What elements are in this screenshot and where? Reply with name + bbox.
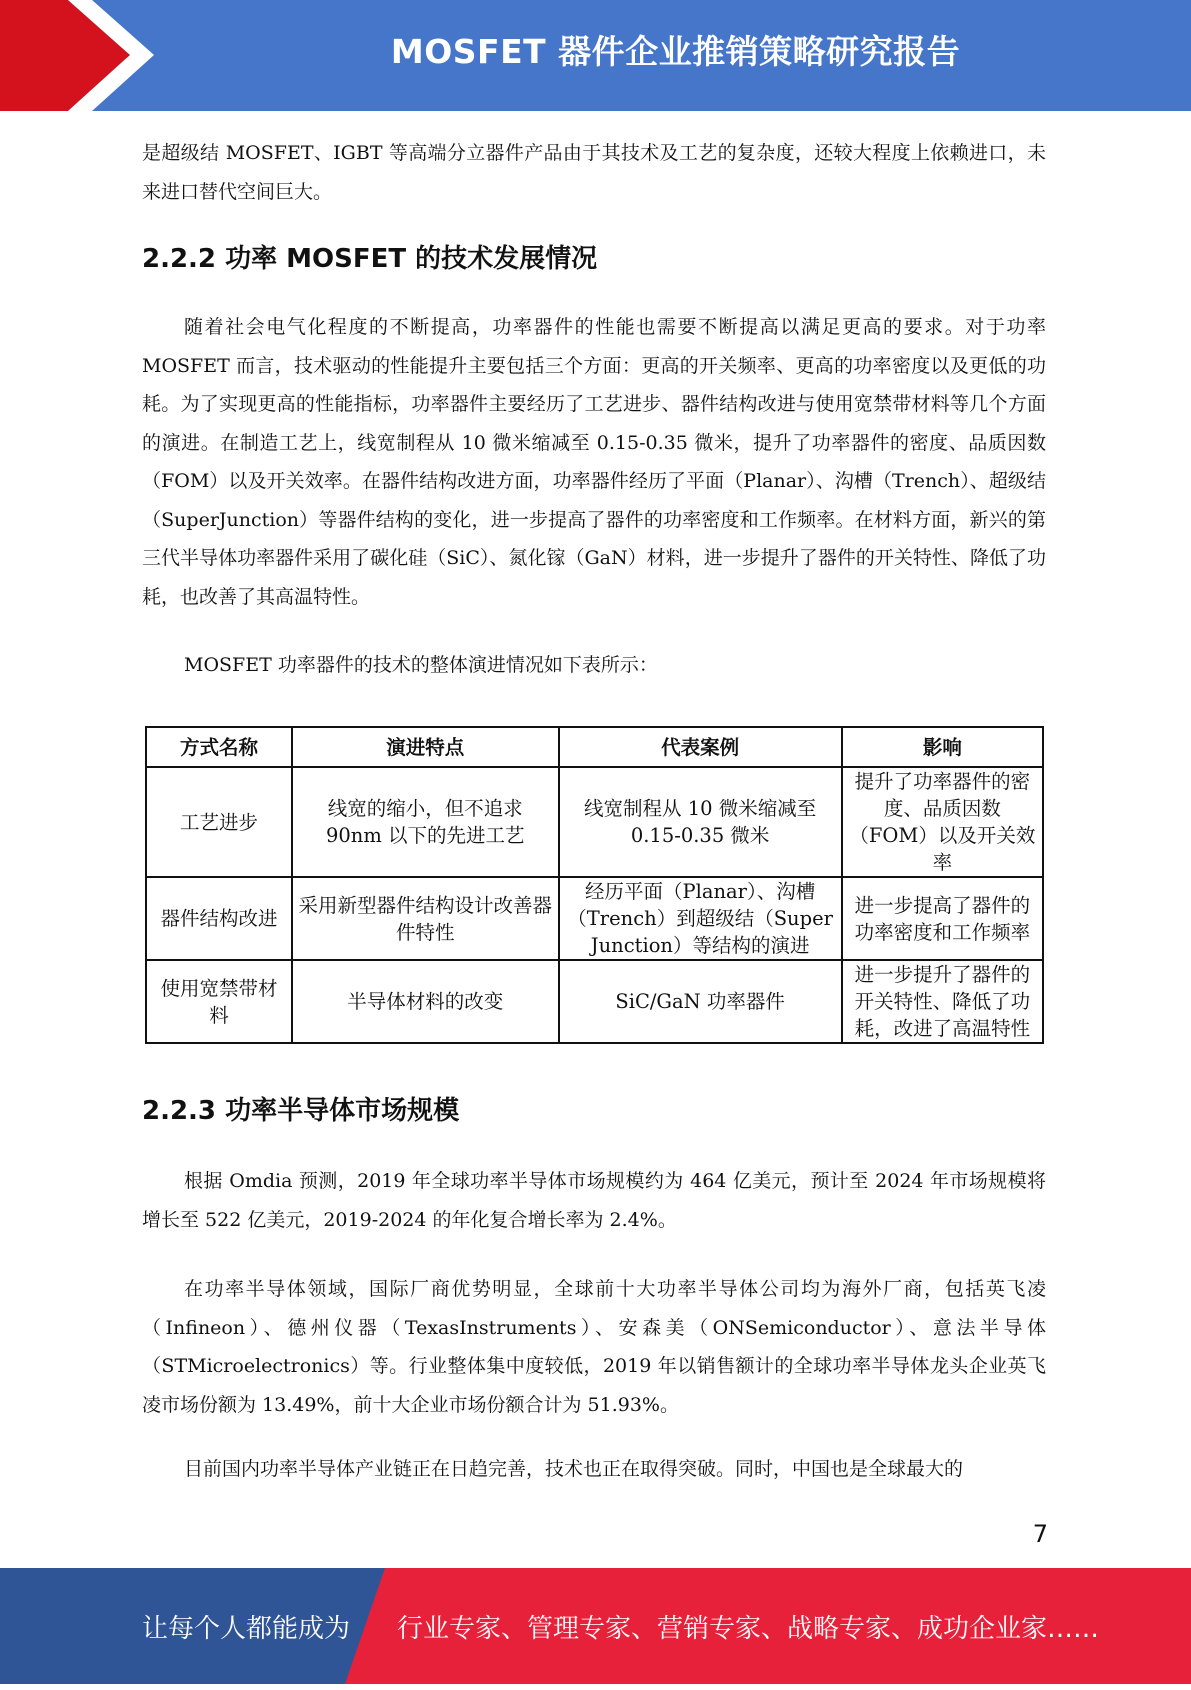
table-cell: 线宽的缩小，但不追求 90nm 以下的先进工艺 xyxy=(292,767,559,877)
footer-slogan-left: 让每个人都能成为 xyxy=(142,1614,351,1644)
header-title: MOSFET 器件企业推销策略研究报告 xyxy=(390,32,961,71)
technology-evolution-table xyxy=(145,726,1044,1044)
paragraph-market-players: 在功率半导体领域，国际厂商优势明显，全球前十大功率半导体公司均为海外厂商，包括英飞凌（Infineon）、德州仪器（TexasInstruments）、安森美（ONSemiconductor）、意法半导体（STMicroelectronics）等。行业整体集中度较低，2019 年以销售额计的全球功率半导体龙头企业英飞凌市场份额为 13.49%，前十大企业市场份额合计为 51.93%。 xyxy=(142,1278,1046,1416)
table-row xyxy=(146,960,1043,1043)
table-header: 代表案例 xyxy=(559,727,842,767)
table-cell: 线宽制程从 10 微米缩减至 0.15-0.35 微米 xyxy=(559,767,842,877)
section-heading-2-2-2: 2.2.2 功率 MOSFET 的技术发展情况 xyxy=(142,244,598,274)
red-chevron-decoration xyxy=(0,0,160,111)
table-cell: 经历平面（Planar）、沟槽（Trench）到超级结（Super Junction）等结构的演进 xyxy=(559,877,842,960)
paragraph-intro: 是超级结 MOSFET、IGBT 等高端分立器件产品由于其技术及工艺的复杂度，还较大程度上依赖进口，未来进口替代空间巨大。 xyxy=(142,142,1046,203)
table-header: 影响 xyxy=(842,727,1043,767)
table-cell: 器件结构改进 xyxy=(146,877,292,960)
table-cell: 使用宽禁带材料 xyxy=(146,960,292,1043)
page-number: 7 xyxy=(1032,1520,1048,1548)
table-row xyxy=(146,877,1043,960)
paragraph-tech-development: 随着社会电气化程度的不断提高，功率器件的性能也需要不断提高以满足更高的要求。对于功率 MOSFET 而言，技术驱动的性能提升主要包括三个方面：更高的开关频率、更高的功率密度以及更低的功耗。为了实现更高的性能指标，功率器件主要经历了工艺进步、器件结构改进与使用宽禁带材料等几个方面的演进。在制造工艺上，线宽制程从 10 微米缩减至 0.15-0.35 微米，提升了功率器件的密度、品质因数（FOM）以及开关效率。在器件结构改进方面，功率器件经历了平面（Planar）、沟槽（Trench）、超级结（SuperJunction）等器件结构的变化，进一步提高了器件的功率密度和工作频率。在材料方面，新兴的第三代半导体功率器件采用了碳化硅（SiC）、氮化镓（GaN）材料，进一步提升了器件的开关特性、降低了功耗，也改善了其高温特性。 xyxy=(142,316,1046,608)
table-row xyxy=(146,767,1043,877)
table-header: 方式名称 xyxy=(146,727,292,767)
table-cell: 进一步提升了器件的开关特性、降低了功耗，改进了高温特性 xyxy=(842,960,1043,1043)
table-cell: 提升了功率器件的密度、品质因数（FOM）以及开关效率 xyxy=(842,767,1043,877)
table-cell: SiC/GaN 功率器件 xyxy=(559,960,842,1043)
footer-slogan-right: 行业专家、管理专家、营销专家、战略专家、成功企业家…… xyxy=(397,1614,1100,1644)
page-footer xyxy=(0,1568,1191,1684)
paragraph-market-forecast: 根据 Omdia 预测，2019 年全球功率半导体市场规模约为 464 亿美元，预计至 2024 年市场规模将增长至 522 亿美元，2019-2024 的年化复合增长率为 2.4%。 xyxy=(142,1170,1046,1231)
table-header: 演进特点 xyxy=(292,727,559,767)
table-cell: 工艺进步 xyxy=(146,767,292,877)
table-cell: 进一步提高了器件的功率密度和工作频率 xyxy=(842,877,1043,960)
table-header-row xyxy=(146,727,1043,767)
section-heading-2-2-3: 2.2.3 功率半导体市场规模 xyxy=(142,1096,460,1126)
paragraph-table-intro: MOSFET 功率器件的技术的整体演进情况如下表所示： xyxy=(184,654,658,676)
table-cell: 采用新型器件结构设计改善器件特性 xyxy=(292,877,559,960)
paragraph-domestic-industry: 目前国内功率半导体产业链正在日趋完善，技术也正在取得突破。同时，中国也是全球最大的 xyxy=(184,1458,964,1480)
table-cell: 半导体材料的改变 xyxy=(292,960,559,1043)
page-header xyxy=(0,0,1191,111)
